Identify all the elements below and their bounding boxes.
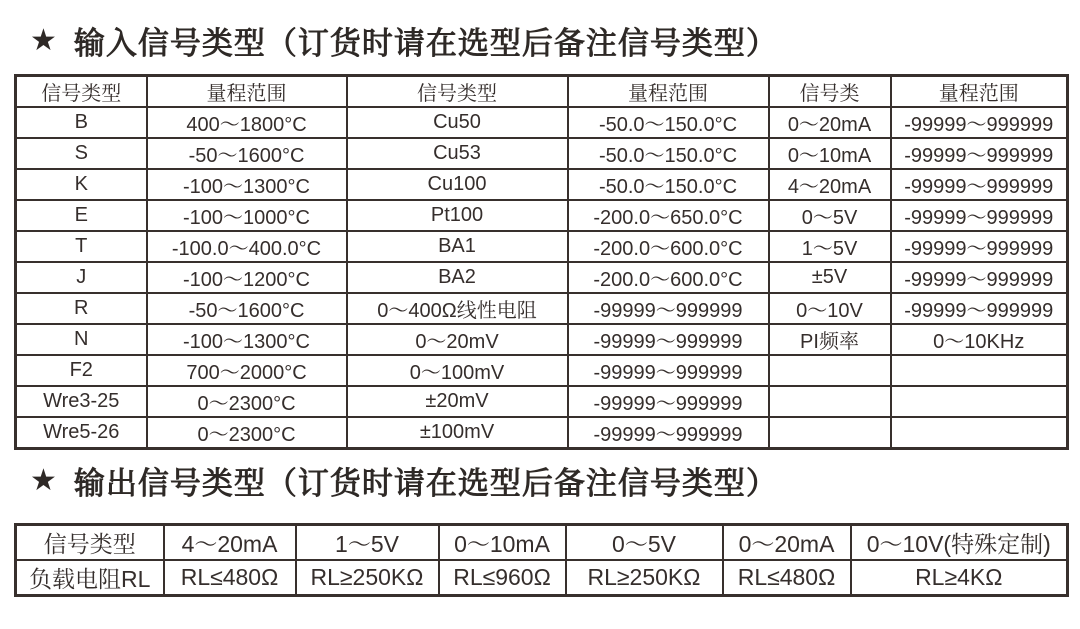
table-cell: BA1: [347, 231, 568, 262]
table-cell: S: [16, 138, 147, 169]
output-section-title: [30, 458, 778, 503]
table-cell: -99999～999999: [568, 417, 769, 449]
table-cell: 0～100mV: [347, 355, 568, 386]
table-cell: 700～2000°C: [147, 355, 347, 386]
table-cell: 0～10mA: [769, 138, 891, 169]
table-row: [16, 386, 1068, 417]
table-cell: R: [16, 293, 147, 324]
table-cell: [891, 355, 1068, 386]
table-cell: B: [16, 107, 147, 138]
table-cell: -100～1200°C: [147, 262, 347, 293]
table-cell: -50～1600°C: [147, 293, 347, 324]
table-cell: 0～20mA: [769, 107, 891, 138]
table-cell: -50～1600°C: [147, 138, 347, 169]
table-row: [16, 293, 1068, 324]
table-cell: T: [16, 231, 147, 262]
table-cell: -200.0～600.0°C: [568, 262, 769, 293]
column-header: 信号类型: [16, 76, 147, 108]
header-row: [16, 76, 1068, 108]
table-cell: 0～400Ω线性电阻: [347, 293, 568, 324]
table-cell: 0～10V: [769, 293, 891, 324]
table-cell: Cu50: [347, 107, 568, 138]
table-cell: 0～20mV: [347, 324, 568, 355]
output-section-title-text: 输出信号类型（订货时请在选型后备注信号类型）: [73, 466, 778, 501]
table-row: [16, 324, 1068, 355]
table-cell: Cu100: [347, 169, 568, 200]
table-cell: -99999～999999: [568, 386, 769, 417]
table-cell: -99999～999999: [891, 138, 1068, 169]
column-header: 量程范围: [147, 76, 347, 108]
column-header: 量程范围: [891, 76, 1068, 108]
table-cell: 1～5V: [296, 525, 439, 561]
table-cell: 0～20mA: [723, 525, 851, 561]
table-cell: 0～5V: [566, 525, 723, 561]
table-cell: F2: [16, 355, 147, 386]
table-cell: 0～10mA: [439, 525, 566, 561]
table-cell: -100～1000°C: [147, 200, 347, 231]
table-cell: [891, 386, 1068, 417]
table-cell: Wre3-25: [16, 386, 147, 417]
output-signal-table: [14, 523, 1069, 597]
table-cell: -50.0～150.0°C: [568, 138, 769, 169]
table-cell: [769, 417, 891, 449]
table-cell: ±5V: [769, 262, 891, 293]
table-cell: -100.0～400.0°C: [147, 231, 347, 262]
table-cell: -99999～999999: [891, 107, 1068, 138]
table-cell: -99999～999999: [568, 293, 769, 324]
table-cell: -99999～999999: [891, 200, 1068, 231]
table-cell: -99999～999999: [568, 355, 769, 386]
table-cell: [769, 386, 891, 417]
table-row: [16, 107, 1068, 138]
table-cell: 0～2300°C: [147, 386, 347, 417]
table-row: [16, 417, 1068, 449]
table-cell: 0～10V(特殊定制): [851, 525, 1068, 561]
column-header: 信号类型: [347, 76, 568, 108]
table-cell: RL≤960Ω: [439, 560, 566, 596]
table-cell: [891, 417, 1068, 449]
input-signal-table: [14, 74, 1069, 450]
table-row: [16, 138, 1068, 169]
table-row: [16, 525, 1068, 561]
table-cell: -99999～999999: [568, 324, 769, 355]
table-cell: Cu53: [347, 138, 568, 169]
table-cell: N: [16, 324, 147, 355]
table-cell: Pt100: [347, 200, 568, 231]
table-cell: -100～1300°C: [147, 324, 347, 355]
table-cell: -99999～999999: [891, 231, 1068, 262]
table-row: [16, 262, 1068, 293]
table-cell: PI频率: [769, 324, 891, 355]
table-cell: 0～10KHz: [891, 324, 1068, 355]
table-cell: 0～5V: [769, 200, 891, 231]
table-cell: -50.0～150.0°C: [568, 169, 769, 200]
table-cell: 400～1800°C: [147, 107, 347, 138]
table-cell: -200.0～600.0°C: [568, 231, 769, 262]
table-cell: 4～20mA: [769, 169, 891, 200]
table-row: [16, 560, 1068, 596]
table-cell: RL≤480Ω: [164, 560, 296, 596]
table-cell: RL≥250KΩ: [296, 560, 439, 596]
table-cell: K: [16, 169, 147, 200]
table-cell: ±100mV: [347, 417, 568, 449]
table-row: [16, 169, 1068, 200]
table-cell: -200.0～650.0°C: [568, 200, 769, 231]
table-cell: 负载电阻RL: [16, 560, 164, 596]
table-cell: J: [16, 262, 147, 293]
table-cell: BA2: [347, 262, 568, 293]
table-cell: E: [16, 200, 147, 231]
column-header: 信号类: [769, 76, 891, 108]
table-cell: -50.0～150.0°C: [568, 107, 769, 138]
table-cell: 0～2300°C: [147, 417, 347, 449]
input-section-title-text: 输入信号类型（订货时请在选型后备注信号类型）: [73, 26, 778, 61]
table-cell: -99999～999999: [891, 169, 1068, 200]
table-cell: 4～20mA: [164, 525, 296, 561]
table-cell: -99999～999999: [891, 293, 1068, 324]
table-cell: [769, 355, 891, 386]
table-cell: -99999～999999: [891, 262, 1068, 293]
table-row: [16, 231, 1068, 262]
table-row: [16, 200, 1068, 231]
star-icon: ★: [30, 23, 58, 57]
table-cell: Wre5-26: [16, 417, 147, 449]
table-cell: -100～1300°C: [147, 169, 347, 200]
column-header: 量程范围: [568, 76, 769, 108]
table-cell: 1～5V: [769, 231, 891, 262]
table-cell: RL≥4KΩ: [851, 560, 1068, 596]
table-cell: 信号类型: [16, 525, 164, 561]
table-cell: RL≤480Ω: [723, 560, 851, 596]
star-icon: ★: [30, 463, 58, 497]
input-section-title: [30, 18, 778, 63]
table-cell: ±20mV: [347, 386, 568, 417]
table-cell: RL≥250KΩ: [566, 560, 723, 596]
table-row: [16, 355, 1068, 386]
